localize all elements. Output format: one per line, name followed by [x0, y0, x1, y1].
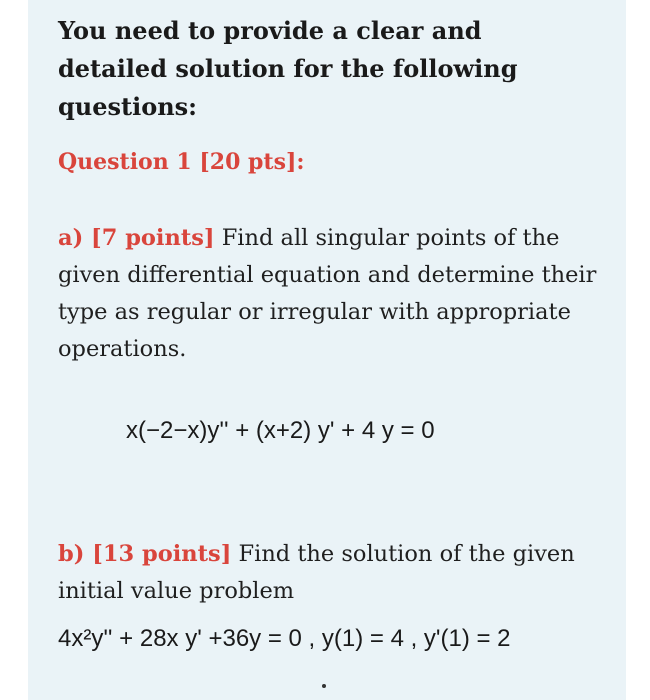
- part-a-text: Find all singular points of the given differential equation and determine their type as regular or irregular with appropriate operations.: [58, 225, 597, 362]
- scroll-dot: [322, 684, 326, 688]
- part-b-label: b) [13 points]: [58, 541, 232, 567]
- part-a-paragraph: [58, 220, 598, 368]
- instructions-heading: You need to provide a clear and detailed solution for the following questions:: [58, 16, 518, 121]
- part-a-label: a) [7 points]: [58, 225, 215, 251]
- part-b-equation: 4x²y'' + 28x y' +36y = 0 , y(1) = 4 , y'(1) = 2: [58, 625, 511, 652]
- question-title: Question 1 [20 pts]:: [58, 149, 305, 175]
- part-b-paragraph: [58, 536, 598, 610]
- part-b-text: Find the solution of the given initial value problem: [58, 541, 575, 604]
- part-a-equation: x(−2−x)y'' + (x+2) y' + 4 y = 0: [126, 417, 435, 444]
